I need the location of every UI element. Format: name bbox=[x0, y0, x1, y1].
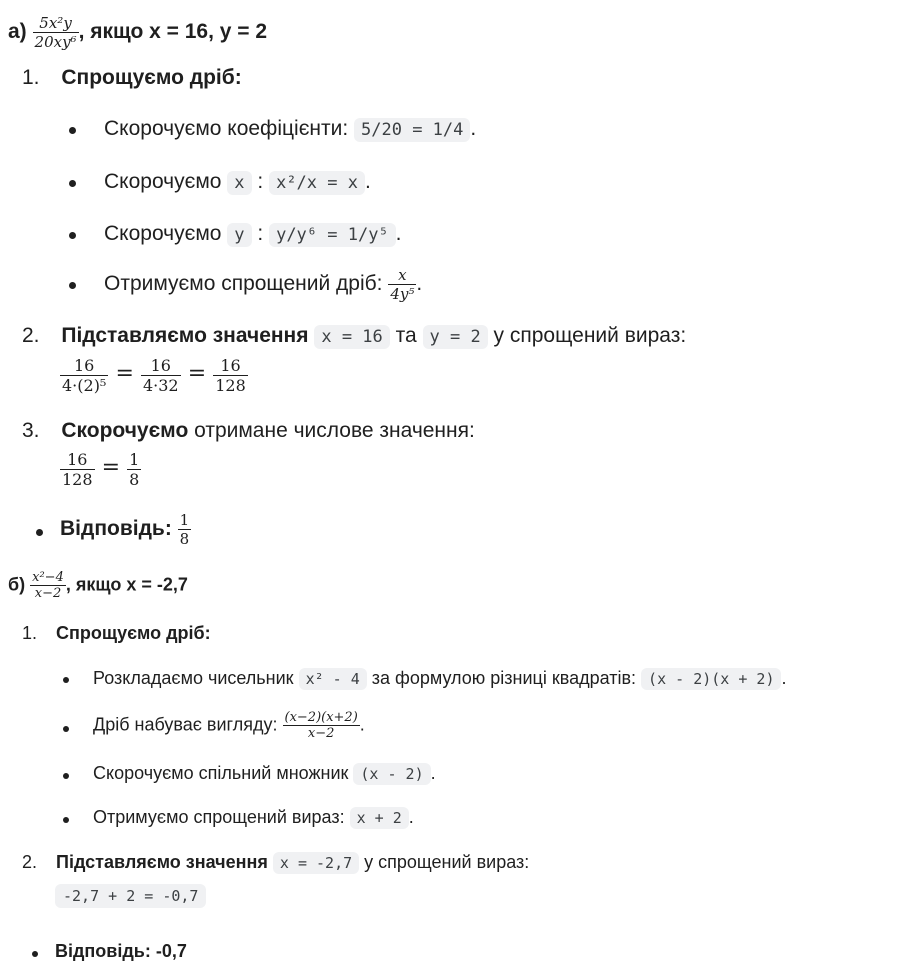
step-number: 3. bbox=[22, 419, 40, 442]
part-a-fraction bbox=[33, 14, 79, 51]
part-a-step2 bbox=[22, 324, 686, 348]
simplified-fraction bbox=[388, 266, 416, 303]
inline-code: y/y⁶ = 1/y⁵ bbox=[269, 223, 396, 247]
frac-num: (x−2)(x+2) bbox=[284, 710, 358, 725]
bullet-text: Скорочуємо bbox=[104, 170, 222, 193]
answer-fraction bbox=[178, 511, 192, 548]
calc-code: -2,7 + 2 = -0,7 bbox=[55, 884, 206, 908]
inline-code: x = 16 bbox=[314, 325, 389, 349]
part-a-bullet-2: Скорочуємо x : x²/x = x . bbox=[104, 170, 371, 193]
part-b-bullet-1: Розкладаємо чисельник x² - 4 за формулою різниці квадратів: (x - 2)(x + 2) . bbox=[93, 668, 787, 688]
inline-code: x = -2,7 bbox=[273, 852, 359, 874]
answer-value: -0,7 bbox=[155, 941, 187, 961]
part-b-step2 bbox=[22, 852, 529, 873]
bullet-icon bbox=[69, 282, 76, 289]
frac-num: 16 bbox=[141, 356, 181, 376]
step-number: 1. bbox=[22, 623, 38, 643]
bullet-text: Отримуємо спрощений вираз: bbox=[93, 807, 345, 827]
part-b-label: б) bbox=[8, 574, 26, 595]
part-a-step2-equation: $\frac{16}{\text{4·(2)⁵}}$ = $\frac{16}{4\cdot 32}$ = $\frac{16}{128}$ bbox=[62, 356, 246, 395]
frac-den: 8 bbox=[129, 470, 140, 489]
inline-code: x² - 4 bbox=[299, 668, 367, 690]
step-title: Підставляємо значення bbox=[56, 852, 268, 872]
frac-den: 128 bbox=[62, 470, 93, 489]
bullet-icon bbox=[69, 127, 76, 134]
bullet-icon bbox=[69, 232, 76, 239]
bullet-icon bbox=[63, 817, 69, 823]
frac-den: 4·32 bbox=[142, 376, 179, 395]
part-a-step3-equation: $\frac{16}{128}$ = $\frac{1}{8}$ bbox=[62, 450, 140, 489]
part-a-label: а) bbox=[8, 20, 27, 44]
bullet-icon bbox=[63, 773, 69, 779]
frac-num: 1 bbox=[179, 511, 190, 529]
fraction bbox=[60, 356, 108, 395]
part-a-step3 bbox=[22, 419, 475, 443]
step-number: 2. bbox=[22, 324, 40, 347]
step-title: Скорочуємо bbox=[61, 419, 189, 442]
inline-code: x + 2 bbox=[350, 807, 409, 829]
step-text: у спрощений вираз: bbox=[364, 852, 530, 872]
fraction bbox=[60, 450, 95, 489]
part-b-answer bbox=[55, 941, 187, 962]
part-b-heading bbox=[8, 570, 188, 601]
inline-code: (x - 2)(x + 2) bbox=[641, 668, 781, 690]
part-a-bullet-4: Отримуємо спрощений дріб: $\frac{x}{\text{4y⁵}}$ . bbox=[104, 266, 423, 303]
bullet-text: Дріб набуває вигляду: bbox=[93, 714, 278, 735]
fraction bbox=[213, 356, 248, 395]
step-number: 1. bbox=[22, 66, 40, 89]
bullet-icon bbox=[63, 677, 69, 683]
fraction bbox=[127, 450, 141, 489]
part-a-step1 bbox=[22, 66, 242, 90]
part-b-fraction bbox=[30, 570, 66, 601]
connector-text: та bbox=[395, 324, 417, 347]
part-b-bullet-2: Дріб набуває вигляду: $\frac{(x-2)(x+2)}{x-2}$ . bbox=[93, 710, 365, 741]
inline-code: 5/20 = 1/4 bbox=[354, 118, 470, 142]
part-b-step1 bbox=[22, 623, 211, 644]
bullet-text: Розкладаємо чисельник bbox=[93, 668, 294, 688]
answer-label: Відповідь: bbox=[55, 941, 151, 961]
inline-code: (x - 2) bbox=[353, 763, 430, 785]
part-a-frac-den: 20xy⁶ bbox=[34, 33, 77, 51]
frac-den: 128 bbox=[215, 376, 246, 395]
part-a-answer bbox=[60, 511, 191, 548]
bullet-icon bbox=[69, 180, 76, 187]
step-text: у спрощений вираз: bbox=[493, 324, 687, 347]
inline-code: x bbox=[227, 171, 251, 195]
bullet-text: Скорочуємо bbox=[104, 222, 222, 245]
bullet-icon bbox=[32, 951, 38, 957]
frac-den: x−2 bbox=[34, 586, 62, 601]
answer-label: Відповідь: bbox=[60, 517, 172, 541]
frac-num: 16 bbox=[60, 450, 95, 470]
part-a-condition: , якщо x = 16, y = 2 bbox=[78, 20, 268, 44]
frac-num: 1 bbox=[129, 450, 140, 469]
inline-code: y = 2 bbox=[423, 325, 488, 349]
bullet-icon bbox=[63, 726, 69, 732]
part-b-bullet-3: Скорочуємо спільний множник (x - 2) . bbox=[93, 763, 436, 783]
fraction bbox=[283, 710, 360, 741]
bullet-text: Скорочуємо спільний множник bbox=[93, 763, 349, 783]
bullet-icon bbox=[36, 529, 43, 536]
frac-num: x bbox=[388, 266, 416, 285]
bullet-text: за формулою різниці квадратів: bbox=[371, 668, 637, 688]
frac-num: x²−4 bbox=[32, 570, 64, 585]
inline-code: x²/x = x bbox=[269, 171, 365, 195]
part-a-heading bbox=[8, 14, 267, 51]
step-title: Спрощуємо дріб: bbox=[61, 66, 242, 89]
part-b-bullet-4: Отримуємо спрощений вираз: x + 2 . bbox=[93, 807, 414, 827]
frac-den: 4y⁵ bbox=[390, 285, 415, 303]
frac-den: 8 bbox=[179, 530, 190, 548]
fraction bbox=[141, 356, 181, 395]
step-title: Підставляємо значення bbox=[61, 324, 309, 347]
part-b-condition: , якщо x = -2,7 bbox=[65, 574, 188, 595]
inline-code: y bbox=[227, 223, 251, 247]
bullet-text: Скорочуємо коефіцієнти: bbox=[104, 117, 349, 140]
part-a-bullet-3: Скорочуємо y : y/y⁶ = 1/y⁵ . bbox=[104, 222, 402, 245]
bullet-text: Отримуємо спрощений дріб: bbox=[104, 272, 383, 296]
frac-num: 16 bbox=[60, 356, 108, 376]
step-text: отримане числове значення: bbox=[194, 419, 475, 442]
part-a-frac-num: 5x²y bbox=[33, 14, 79, 33]
frac-den: x−2 bbox=[307, 726, 335, 741]
frac-num: 16 bbox=[213, 356, 248, 376]
step-number: 2. bbox=[22, 852, 38, 872]
part-b-calc-block bbox=[55, 887, 206, 906]
part-a-bullet-1: Скорочуємо коефіцієнти: 5/20 = 1/4 . bbox=[104, 117, 477, 140]
frac-den: 4·(2)⁵ bbox=[62, 376, 107, 395]
step-title: Спрощуємо дріб: bbox=[56, 623, 211, 643]
